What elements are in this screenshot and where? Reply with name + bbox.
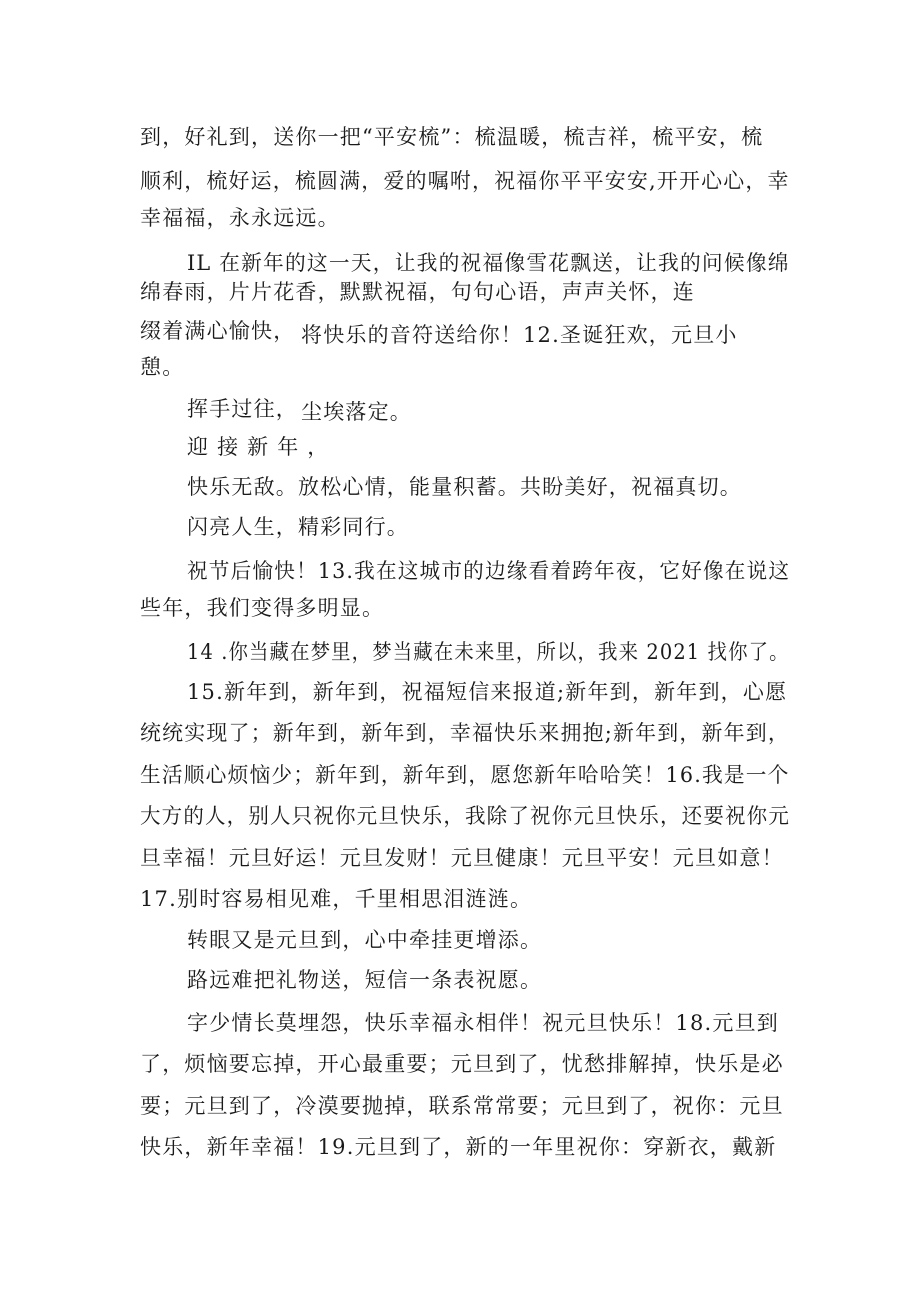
- text-line: 快乐，新年幸福！19.元旦到了，新的一年里祝你：穿新衣，戴新: [140, 1135, 777, 1159]
- text-line: 统统实现了；新年到，新年到，幸福快乐来拥抱;新年到，新年到，: [140, 721, 791, 745]
- text-line: 闪亮人生，精彩同行。: [187, 515, 409, 539]
- text-line: 14 .你当藏在梦里，梦当藏在未来里，所以，我来 2021 找你了。: [187, 640, 790, 664]
- text-line: 迎 接 新 年 ，: [187, 435, 330, 459]
- text-line: 憩。: [140, 355, 185, 379]
- text-line: 绵春雨，片片花香，默默祝福，句句心语，声声关怀，连: [140, 280, 695, 304]
- text-line: 幸福福，永永远远。: [140, 206, 340, 230]
- text-line: 旦幸福！元旦好运！元旦发财！元旦健康！元旦平安！元旦如意！: [140, 846, 784, 870]
- text-line: 顺利，梳好运，梳圆满，爱的嘱咐，祝福你平平安安,开开心心，幸: [140, 169, 790, 193]
- text-line: 祝节后愉快！13.我在这城市的边缘看着跨年夜，它好像在说这: [187, 559, 791, 583]
- text-line: 17.别时容易相见难，千里相思泪涟涟。: [140, 887, 533, 911]
- text-line: 生活顺心烦恼少；新年到，新年到，愿您新年哈哈笑！16.我是一个: [140, 763, 790, 787]
- text-line: 转眼又是元旦到，心中牵挂更增添。: [187, 928, 543, 952]
- text-line: 将快乐的音符送给你！12.圣诞狂欢，元旦小: [301, 323, 738, 347]
- text-line: 挥手过往，: [187, 397, 298, 421]
- text-line: 大方的人，别人只祝你元旦快乐，我除了祝你元旦快乐，还要祝你元: [140, 804, 791, 828]
- text-line: 到，好礼到，送你一把“平安梳”：梳温暖，梳吉祥，梳平安，梳: [140, 125, 764, 149]
- text-line: 了，烦恼要忘掉，开心最重要；元旦到了，忧愁排解掉，快乐是必: [140, 1052, 784, 1076]
- text-line: 路远难把礼物送，短信一条表祝愿。: [187, 968, 543, 992]
- text-line: 字少情长莫埋怨，快乐幸福永相伴！祝元旦快乐！18.元旦到: [187, 1011, 779, 1035]
- text-line: IL 在新年的这一天，让我的祝福像雪花飘送，让我的问候像绵: [187, 251, 790, 275]
- text-line: 尘埃落定。: [301, 400, 412, 424]
- text-line: 要；元旦到了，冷漠要抛掉，联系常常要；元旦到了，祝你：元旦: [140, 1094, 784, 1118]
- text-line: 些年，我们变得多明显。: [140, 596, 385, 620]
- text-line: 快乐无敌。放松心情，能量积蓄。共盼美好，祝福真切。: [187, 475, 742, 499]
- text-line: 15.新年到，新年到，祝福短信来报道;新年到，新年到，心愿: [187, 680, 788, 704]
- text-line: 缀着满心愉快，: [140, 319, 296, 343]
